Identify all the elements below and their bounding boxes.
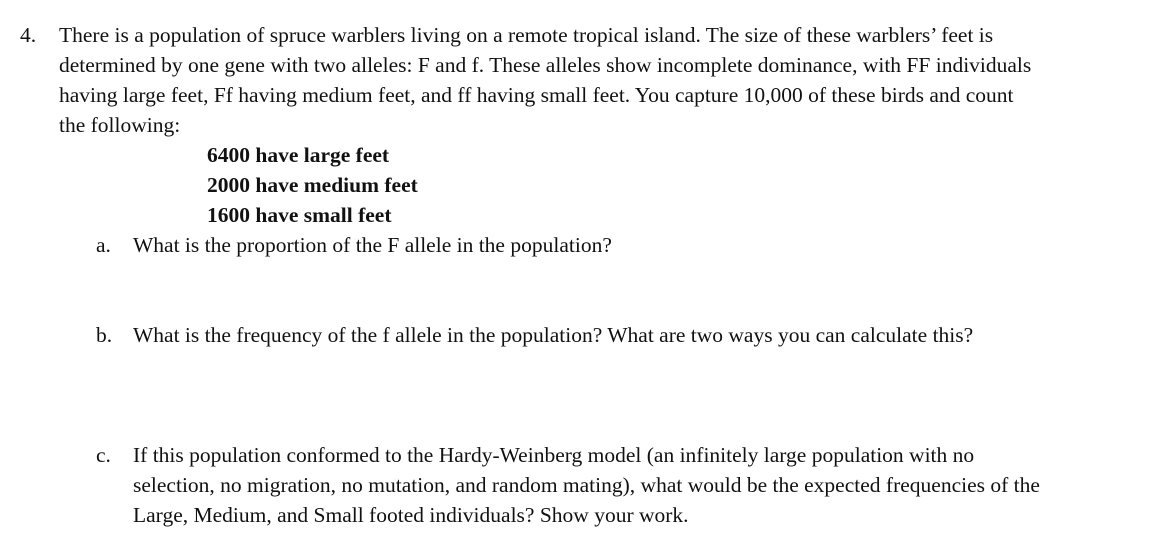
- question-number: 4.: [20, 23, 37, 47]
- stem-line: the following:: [59, 113, 181, 137]
- part-a-letter: a.: [96, 233, 111, 257]
- question-stem: [59, 20, 1159, 140]
- count-large-feet: 6400 have large feet: [207, 143, 390, 167]
- part-a-text: [133, 230, 1143, 260]
- part-c-line: selection, no migration, no mutation, and random mating), what would be the expected frequencies of the: [133, 473, 1040, 497]
- stem-line: determined by one gene with two alleles: F and f. These alleles show incomplete dominance, with FF individuals: [59, 53, 1032, 77]
- count-list: [207, 140, 418, 230]
- stem-line: There is a population of spruce warblers living on a remote tropical island. The size of these warblers’ feet is: [59, 23, 994, 47]
- count-medium-feet: 2000 have medium feet: [207, 173, 418, 197]
- part-c-text: [133, 440, 1143, 530]
- count-small-feet: 1600 have small feet: [207, 203, 392, 227]
- part-b-letter: b.: [96, 323, 113, 347]
- part-b-text: [133, 320, 1143, 350]
- part-b-line: What is the frequency of the f allele in the population? What are two ways you can calculate this?: [133, 323, 974, 347]
- stem-line: having large feet, Ff having medium feet, and ff having small feet. You capture 10,000 of these birds and count: [59, 83, 1014, 107]
- part-a-line: What is the proportion of the F allele in the population?: [133, 233, 612, 257]
- part-c-letter: c.: [96, 443, 111, 467]
- part-c-line: If this population conformed to the Hardy-Weinberg model (an infinitely large population with no: [133, 443, 975, 467]
- part-c-line: Large, Medium, and Small footed individuals? Show your work.: [133, 503, 689, 527]
